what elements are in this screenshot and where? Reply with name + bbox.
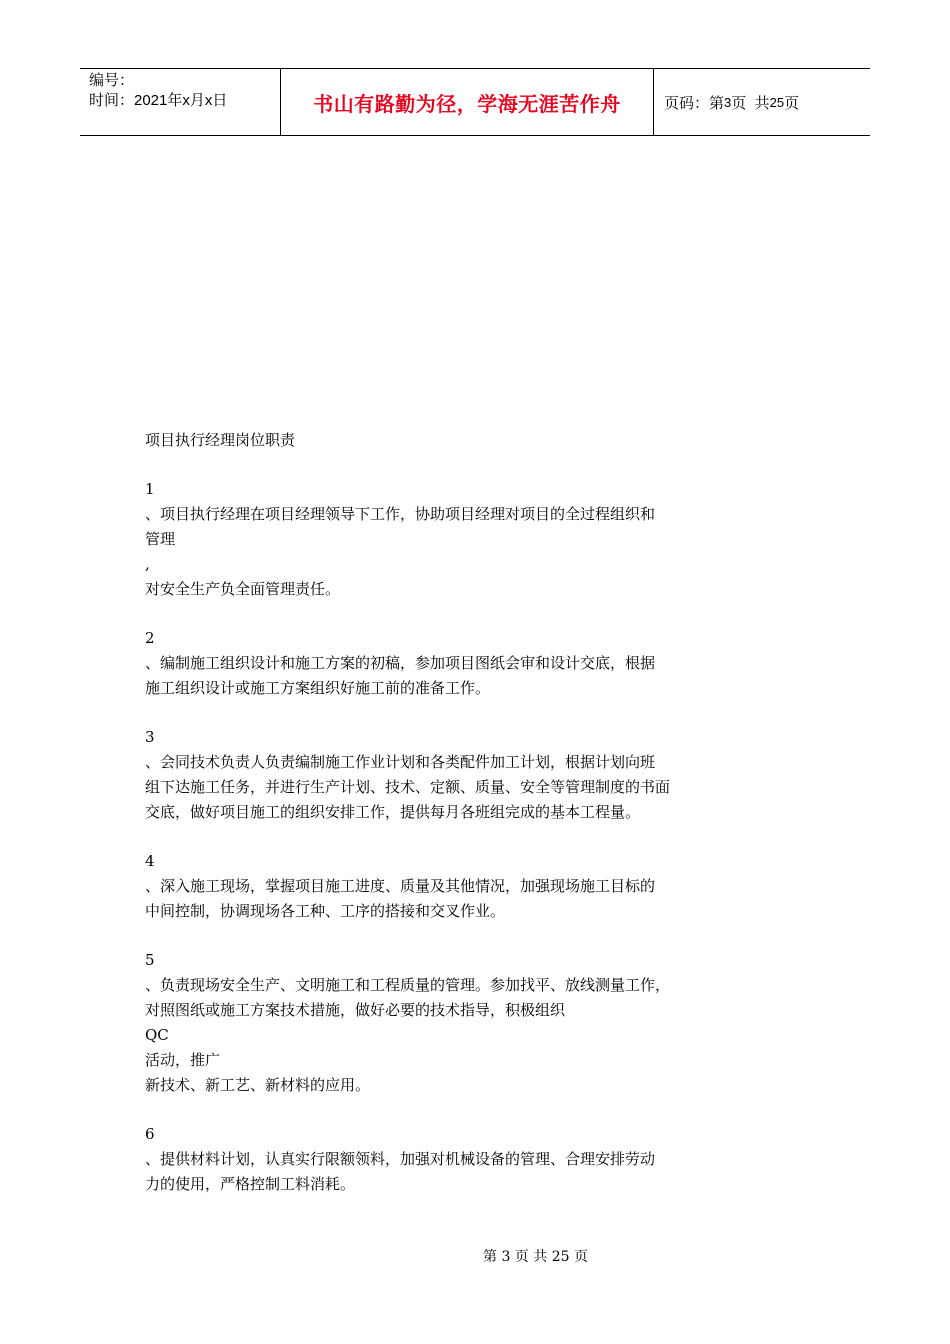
footer-page-text: 第 3 页 共 25 页 [483, 1249, 588, 1265]
duty-item-number: 6 [145, 1125, 155, 1143]
duty-item-line: 施工组织设计或施工方案组织好施工前的准备工作。 [145, 679, 491, 697]
duty-item-line: 组下达施工任务，并进行生产计划、技术、定额、质量、安全等管理制度的书面 [145, 778, 671, 796]
duty-item [145, 626, 710, 701]
page-header [80, 68, 870, 136]
duty-list [145, 477, 710, 1197]
duty-item-line: 中间控制，协调现场各工种、工序的搭接和交叉作业。 [145, 902, 506, 920]
duty-item-line: 活动，推广 [145, 1051, 221, 1069]
duty-item-number: 4 [145, 852, 155, 870]
header-page-cell [654, 69, 870, 135]
duty-item-number: 1 [145, 480, 155, 498]
duty-item-line: 管理 [145, 530, 176, 548]
duty-item-line: 、负责现场安全生产、文明施工和工程质量的管理。参加找平、放线测量工作， [145, 976, 671, 994]
header-meta-cell [80, 69, 281, 135]
duty-item-line: 、编制施工组织设计和施工方案的初稿，参加项目图纸会审和设计交底，根据 [145, 654, 656, 672]
duty-item-line: 新技术、新工艺、新材料的应用。 [145, 1076, 371, 1094]
duty-item-line: 、项目执行经理在项目经理领导下工作，协助项目经理对项目的全过程组织和 [145, 505, 656, 523]
duty-item [145, 725, 710, 825]
document-time-label: 时间：2021年x月x日 [89, 92, 228, 109]
duty-item-line: 、深入施工现场，掌握项目施工进度、质量及其他情况，加强现场施工目标的 [145, 877, 656, 895]
duty-item [145, 849, 710, 924]
header-motto: 书山有路勤为径，学海无涯苦作舟 [313, 91, 621, 116]
duty-item [145, 948, 710, 1098]
duty-item [145, 477, 710, 602]
document-title: 项目执行经理岗位职责 [145, 431, 296, 449]
duty-item-line: 力的使用，严格控制工料消耗。 [145, 1175, 356, 1193]
duty-item-line: , [145, 555, 150, 573]
duty-item-line: 交底，做好项目施工的组织安排工作，提供每月各班组完成的基本工程量。 [145, 803, 641, 821]
duty-item-number: 3 [145, 728, 155, 746]
page-mid: 页 共 [731, 94, 770, 112]
duty-item-line: 对安全生产负全面管理责任。 [145, 580, 341, 598]
duty-item-line: 对照图纸或施工方案技术措施，做好必要的技术指导，积极组织 [145, 1001, 566, 1019]
page-total: 25 [769, 94, 785, 110]
duty-item-number: 2 [145, 629, 155, 647]
duty-item-line: 、会同技术负责人负责编制施工作业计划和各类配件加工计划，根据计划向班 [145, 753, 656, 771]
page-footer [0, 1246, 950, 1266]
duty-item [145, 1122, 710, 1197]
document-number-label: 编号： [89, 72, 135, 89]
page-prefix: 页码：第 [664, 94, 725, 112]
document-body [145, 428, 710, 1221]
header-motto-cell [281, 69, 654, 135]
duty-item-line: 、提供材料计划，认真实行限额领料，加强对机械设备的管理、合理安排劳动 [145, 1150, 656, 1168]
duty-item-line: QC [145, 1026, 169, 1044]
page-number: 3 [724, 94, 732, 110]
duty-item-number: 5 [145, 951, 155, 969]
page-suffix: 页 [784, 94, 800, 112]
